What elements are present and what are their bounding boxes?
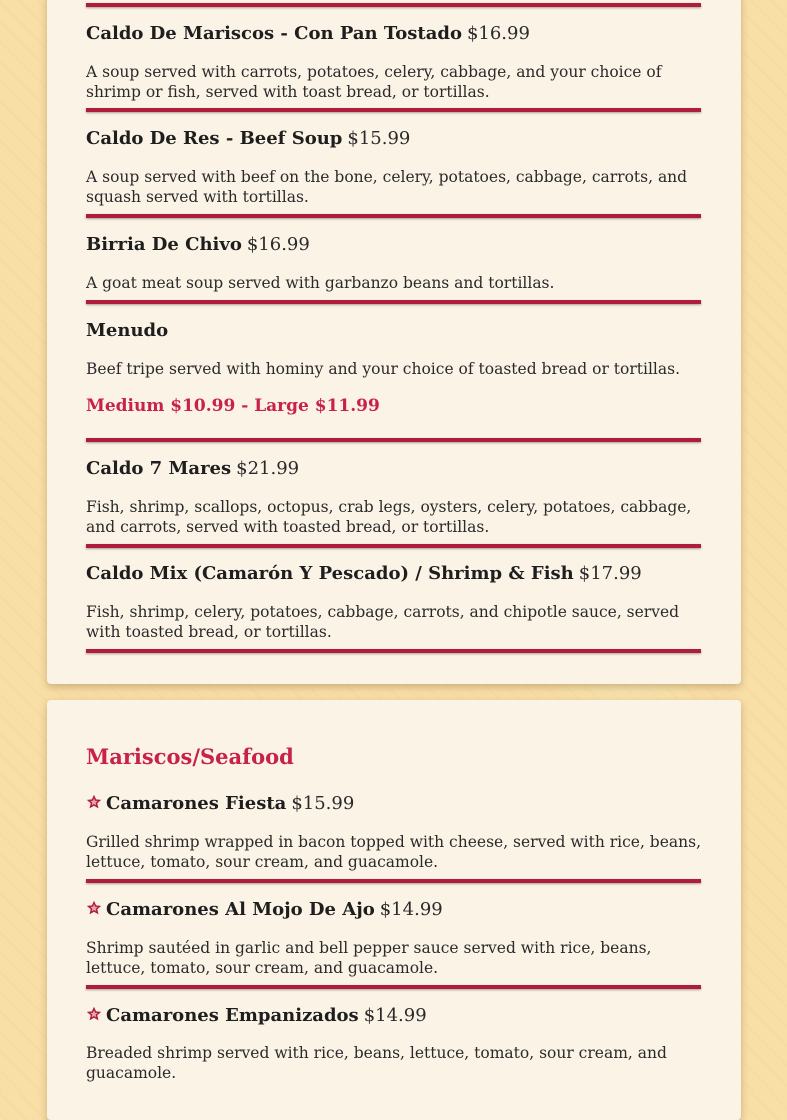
item-price: $15.99 (291, 793, 355, 814)
item-price: $14.99 (379, 899, 443, 920)
item-name: Menudo (86, 320, 169, 341)
item-description: A soup served with carrots, potatoes, celery, cabbage, and your choice of shrimp or fish, served with toast bread, or tortillas. (86, 63, 662, 101)
divider (86, 3, 701, 7)
item-name: Caldo Mix (Camarón Y Pescado) / Shrimp & Fish (86, 563, 574, 584)
divider (86, 214, 701, 218)
item-description: Grilled shrimp wrapped in bacon topped with cheese, served with rice, beans, lettuce, tomato, sour cream, and guacamole. (86, 833, 702, 871)
item-description: Shrimp sautéed in garlic and bell pepper sauce served with rice, beans, lettuce, tomato, sour cream, and guacamole. (86, 939, 652, 977)
divider (86, 108, 701, 112)
section-title: Mariscos/Seafood (86, 744, 294, 769)
menu-item-title (86, 898, 443, 922)
item-name: Camarones Empanizados (106, 1005, 359, 1026)
divider (86, 879, 701, 883)
menu-item-title (86, 319, 168, 343)
item-name: Caldo De Res - Beef Soup (86, 128, 343, 149)
divider (86, 544, 701, 548)
item-price: $14.99 (363, 1005, 427, 1026)
divider (86, 300, 701, 304)
item-description: Beef tripe served with hominy and your choice of toasted bread or tortillas. (86, 360, 681, 378)
menu-item-title (86, 127, 410, 151)
item-price: $16.99 (246, 234, 310, 255)
item-description: A goat meat soup served with garbanzo beans and tortillas. (86, 274, 555, 292)
item-description: A soup served with beef on the bone, celery, potatoes, cabbage, carrots, and squash served with tortillas. (86, 168, 688, 206)
item-name: Camarones Al Mojo De Ajo (106, 899, 375, 920)
menu-item-title (86, 233, 310, 257)
item-name: Caldo 7 Mares (86, 458, 232, 479)
item-price: $21.99 (236, 458, 300, 479)
item-description: Fish, shrimp, celery, potatoes, cabbage, carrots, and chipotle sauce, served with toasted bread, or tortillas. (86, 603, 680, 641)
menu-item-title (86, 457, 299, 481)
item-name: Caldo De Mariscos - Con Pan Tostado (86, 23, 462, 44)
item-name: Camarones Fiesta (106, 793, 287, 814)
size-prices: Medium $10.99 - Large $11.99 (86, 396, 380, 416)
favorite-star-icon (86, 1006, 102, 1022)
favorite-star-icon (86, 900, 102, 916)
menu-item-title (86, 792, 354, 816)
divider (86, 649, 701, 653)
divider (86, 985, 701, 989)
item-price: $16.99 (466, 23, 530, 44)
item-name: Birria De Chivo (86, 234, 242, 255)
menu-item-title (86, 22, 530, 46)
item-price: $17.99 (578, 563, 642, 584)
divider (86, 438, 701, 442)
item-price: $15.99 (347, 128, 411, 149)
favorite-star-icon (86, 794, 102, 810)
menu-item-title (86, 562, 642, 586)
menu-item-title (86, 1004, 427, 1028)
item-description: Fish, shrimp, scallops, octopus, crab legs, oysters, celery, potatoes, cabbage, and carrots, served with toasted bread, or tortillas. (86, 498, 692, 536)
item-description: Breaded shrimp served with rice, beans, lettuce, tomato, sour cream, and guacamole. (86, 1044, 667, 1082)
